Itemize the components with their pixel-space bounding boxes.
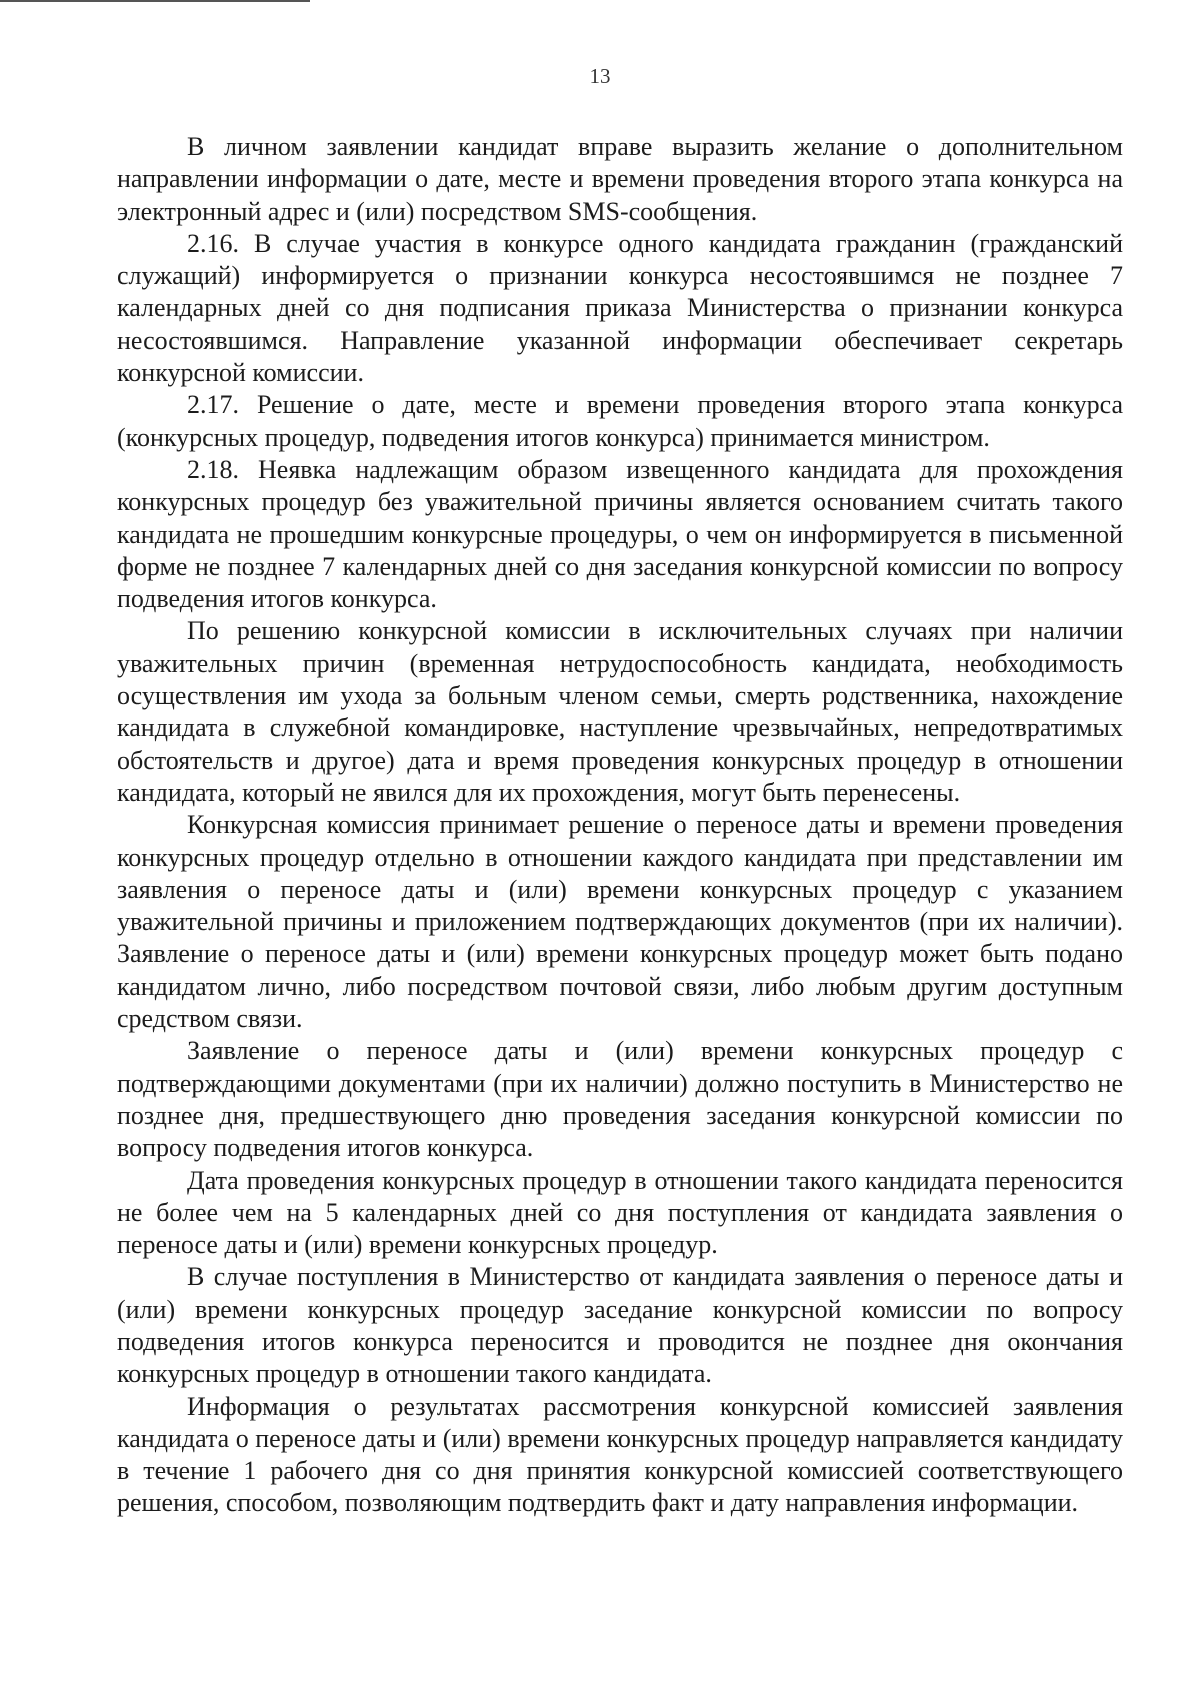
paragraph-2-18: 2.18. Неявка надлежащим образом извещенного кандидата для прохождения конкурсных процедур без уважительной причины является основанием считать такого кандидата не прошедшим конкурсные процедуры, о чем он информируется в письменной форме не позднее 7 календарных дней со дня заседания конкурсной комиссии по вопросу подведения итогов конкурса. — [117, 454, 1123, 614]
paragraph-meeting-postponement: В случае поступления в Министерство от кандидата заявления о переносе даты и (или) времени конкурсных процедур заседание конкурсной комиссии по вопросу подведения итогов конкурса переносится и проводится не позднее дня окончания конкурсных процедур в отношении такого кандидата. — [117, 1262, 1123, 1389]
paragraph-postponement-statement: Заявление о переносе даты и (или) времени конкурсных процедур с подтверждающими документами (при их наличии) должно поступить в Министерство не позднее дня, предшествующего дню проведения заседания конкурсной комиссии по вопросу подведения итогов конкурса. — [117, 1036, 1123, 1163]
paragraph-exceptional-cases: По решению конкурсной комиссии в исключительных случаях при наличии уважительных причин (временная нетрудоспособность кандидата, необходимость осуществления им ухода за больным членом семьи, смерть родственника, нахождение кандидата в служебной командировке, наступление чрезвычайных, непредотвратимых обстоятельств и другое) дата и время проведения конкурсных процедур в отношении кандидата, который не явился для их прохождения, могут быть перенесены. — [117, 616, 1123, 807]
paragraph-postponement-limit: Дата проведения конкурсных процедур в отношении такого кандидата переносится не более чем на 5 календарных дней со дня поступления от кандидата заявления о переносе даты и (или) времени конкурсных процедур. — [117, 1165, 1123, 1260]
page-number: 13 — [589, 64, 611, 88]
paragraph-2-16: 2.16. В случае участия в конкурсе одного кандидата гражданин (гражданский служащий) информируется о признании конкурса несостоявшимся не позднее 7 календарных дней со дня подписания приказа Министерства о признании конкурса несостоявшимся. Направление указанной информации обеспечивает секретарь конкурсной комиссии. — [117, 228, 1123, 388]
document-body — [117, 131, 1123, 1520]
paragraph-result-notification: Информация о результатах рассмотрения конкурсной комиссией заявления кандидата о переносе даты и (или) времени конкурсных процедур направляется кандидату в течение 1 рабочего дня со дня принятия конкурсной комиссией соответствующего решения, способом, позволяющим подтвердить факт и дату направления информации. — [117, 1391, 1123, 1518]
page-top-rule — [0, 0, 310, 2]
paragraph-2-17: 2.17. Решение о дате, месте и времени проведения второго этапа конкурса (конкурсных процедур, подведения итогов конкурса) принимается министром. — [117, 390, 1123, 452]
paragraph-commission-decision: Конкурсная комиссия принимает решение о переносе даты и времени проведения конкурсных процедур отдельно в отношении каждого кандидата при представлении им заявления о переносе даты и (или) времени конкурсных процедур с указанием уважительной причины и приложением подтверждающих документов (при их наличии). Заявление о переносе даты и (или) времени конкурсных процедур может быть подано кандидатом лично, либо посредством почтовой связи, либо любым другим доступным средством связи. — [117, 810, 1123, 1034]
paragraph-personal-statement: В личном заявлении кандидат вправе выразить желание о дополнительном направлении информации о дате, месте и времени проведения второго этапа конкурса на электронный адрес и (или) посредством SMS-сообщения. — [117, 132, 1123, 226]
